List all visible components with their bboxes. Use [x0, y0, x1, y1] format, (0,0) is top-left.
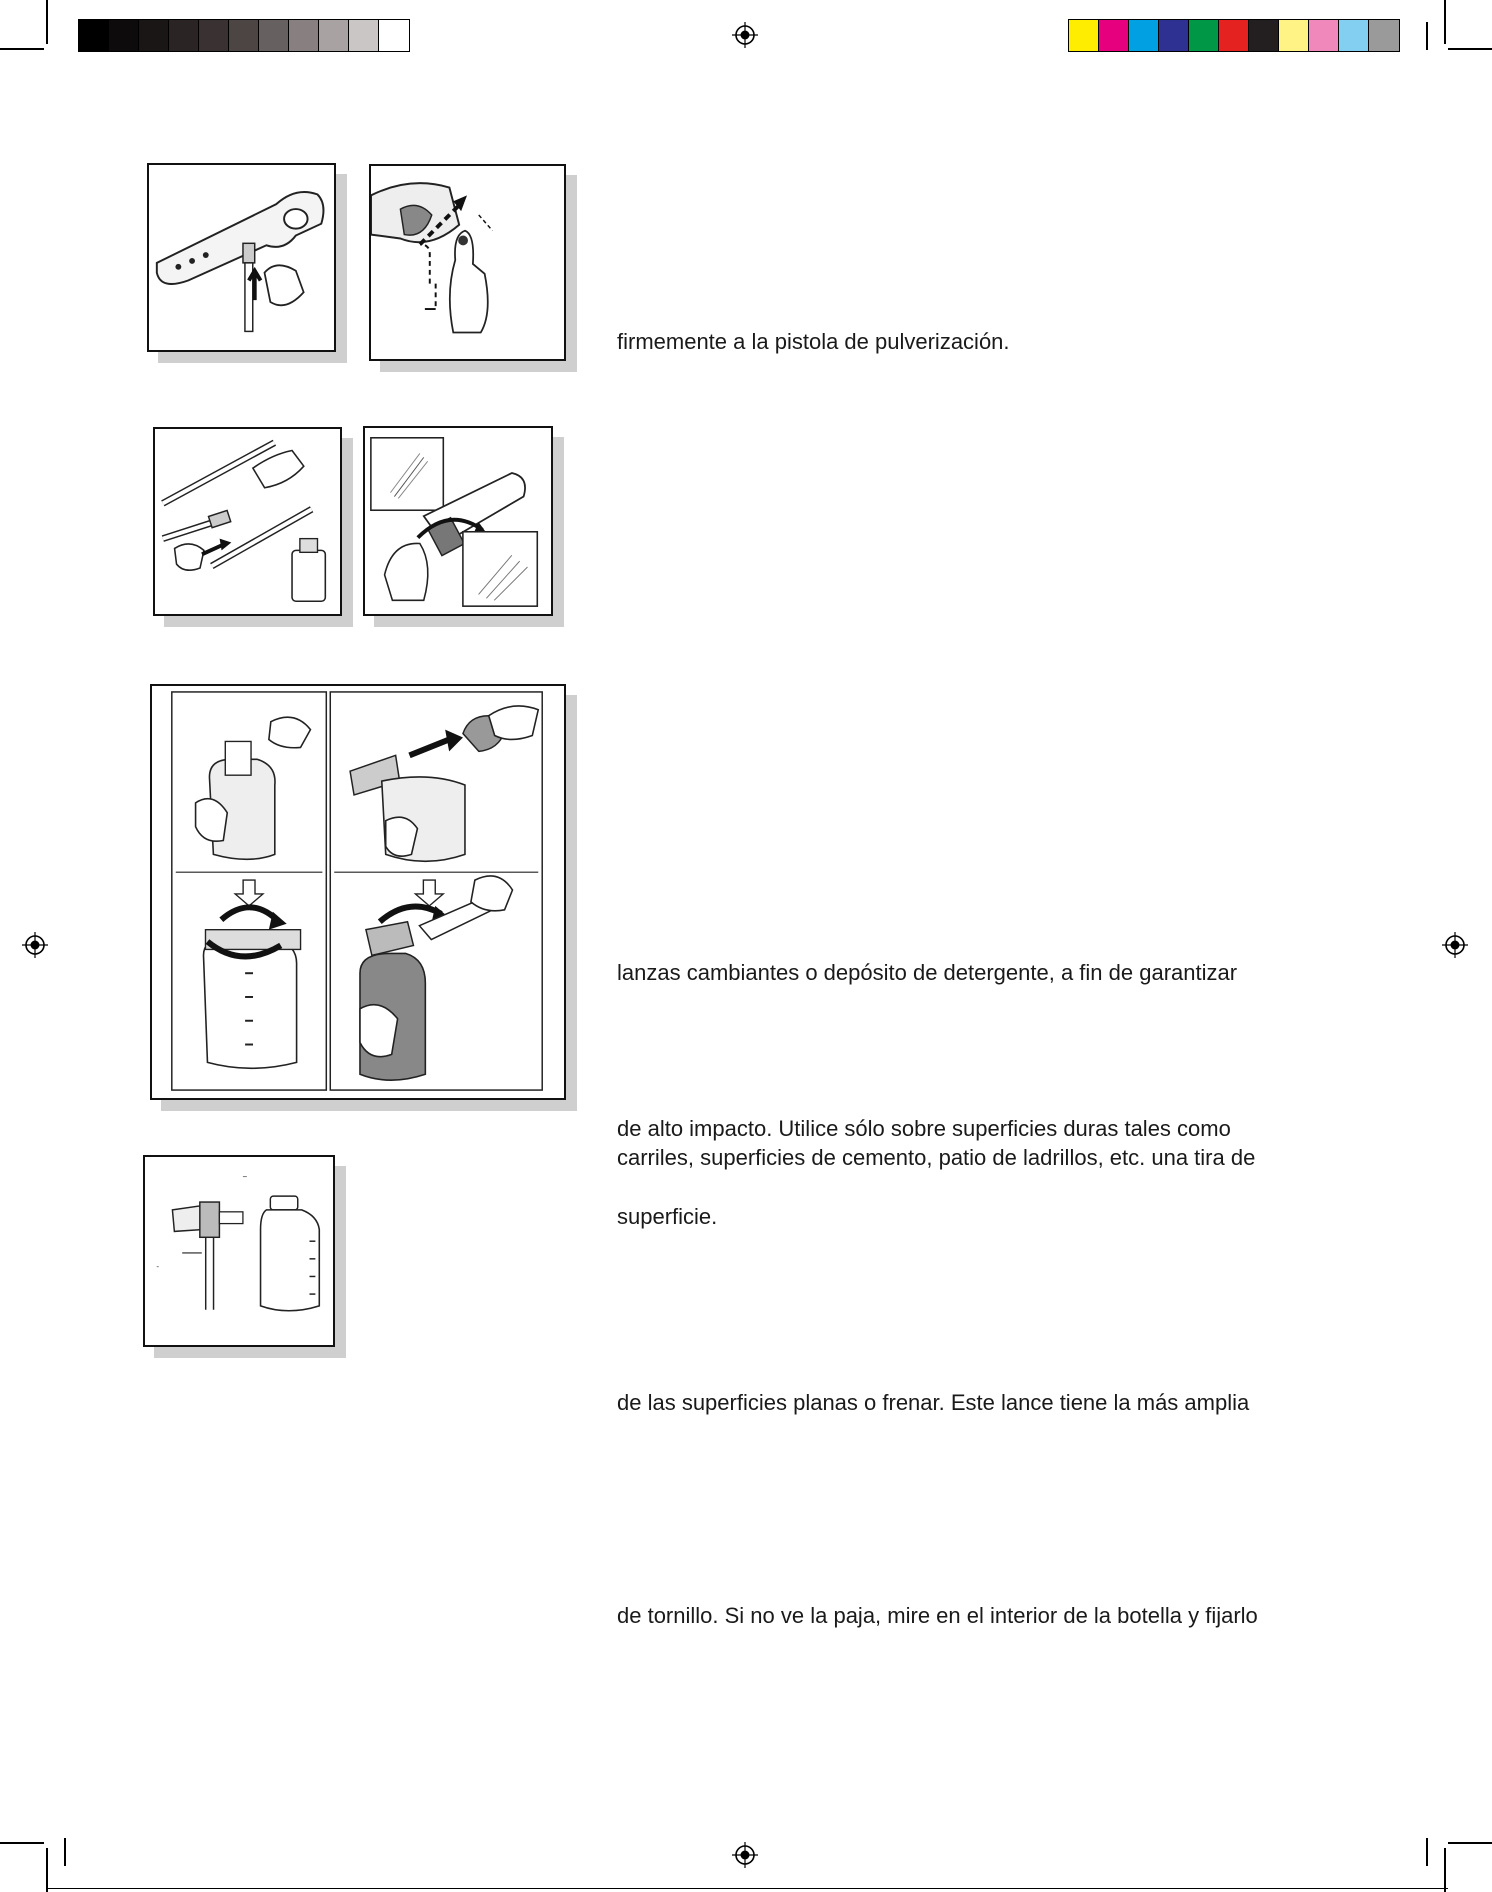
registration-mark-icon: [732, 1842, 758, 1868]
crop-mark: [0, 48, 44, 50]
color-swatch: [199, 20, 229, 51]
color-swatch: [109, 20, 139, 51]
text-line: firmemente a la pistola de pulverización.: [617, 329, 1010, 354]
color-swatch: [1129, 20, 1159, 51]
color-swatch: [229, 20, 259, 51]
color-swatch: [1369, 20, 1399, 51]
text-line: lanzas cambiantes o depósito de detergente, a fin de garantizar: [617, 960, 1238, 985]
color-swatch: [1099, 20, 1129, 51]
bottom-rule: [48, 1888, 1448, 1889]
foam-bottle-icon: [145, 1157, 333, 1345]
lance-change-icon: [155, 429, 340, 614]
crop-mark: [46, 1848, 48, 1892]
text-line: superficie.: [617, 1204, 718, 1229]
crop-mark: [1426, 22, 1428, 50]
spray-gun-lance-icon: [149, 165, 334, 350]
color-swatch: [169, 20, 199, 51]
color-swatch: [1069, 20, 1099, 51]
crop-mark: [1444, 1848, 1446, 1892]
color-swatch: [349, 20, 379, 51]
figure-foam-bottle: [143, 1155, 335, 1347]
figure-spray-gun-attach: [147, 163, 336, 352]
color-swatch: [379, 20, 409, 51]
figure-trigger-lock: [369, 164, 566, 361]
text-line: de tornillo. Si no ve la paja, mire en el interior de la botella y fijarlo: [617, 1603, 1258, 1628]
crop-mark: [1444, 0, 1446, 44]
color-swatch: [1279, 20, 1309, 51]
color-swatch: [1189, 20, 1219, 51]
registration-mark-icon: [1442, 932, 1468, 958]
color-swatch: [1309, 20, 1339, 51]
figure-detergent-steps: [150, 684, 566, 1100]
trigger-lock-icon: [371, 166, 564, 359]
crop-mark: [64, 1838, 66, 1866]
registration-mark-icon: [22, 932, 48, 958]
crop-mark: [46, 0, 48, 44]
grayscale-calibration-bar: [78, 19, 410, 52]
color-swatch: [1339, 20, 1369, 51]
color-swatch: [1249, 20, 1279, 51]
color-swatch: [289, 20, 319, 51]
text-line: de alto impacto. Utilice sólo sobre superficies duras tales como: [617, 1116, 1231, 1141]
color-swatch: [139, 20, 169, 51]
figure-lance-change: [153, 427, 342, 616]
crop-mark: [1448, 1842, 1492, 1844]
detergent-bottle-steps-icon: [152, 686, 564, 1098]
text-line: de las superficies planas o frenar. Este lance tiene la más amplia: [617, 1390, 1250, 1415]
crop-mark: [0, 1842, 44, 1844]
figure-nozzle-adjust: [363, 426, 553, 616]
registration-mark-icon: [732, 22, 758, 48]
color-swatch: [319, 20, 349, 51]
nozzle-adjust-icon: [365, 428, 551, 614]
color-calibration-bar: [1068, 19, 1400, 52]
crop-mark: [1448, 48, 1492, 50]
color-swatch: [79, 20, 109, 51]
color-swatch: [1159, 20, 1189, 51]
color-swatch: [1219, 20, 1249, 51]
crop-mark: [1426, 1838, 1428, 1866]
color-swatch: [259, 20, 289, 51]
text-line: carriles, superficies de cemento, patio de ladrillos, etc. una tira de: [617, 1145, 1256, 1170]
